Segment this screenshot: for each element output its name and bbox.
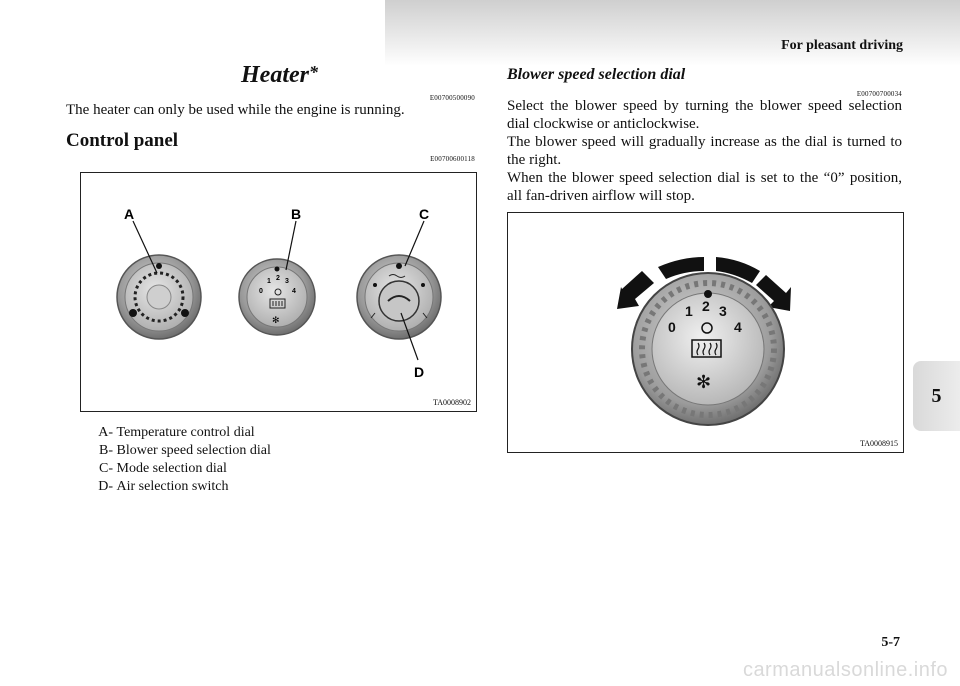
control-panel-code: E00700600118: [430, 155, 475, 163]
legend-text: Mode selection dial: [116, 461, 227, 476]
figure-label-c: C: [419, 206, 430, 222]
figure-label-d: D: [414, 364, 425, 380]
blower-paragraph-2: The blower speed will gradually increase as the dial is turned to the right.: [507, 134, 902, 168]
blower-code: E00700700034: [856, 90, 902, 98]
small-dial-num-0: 0: [259, 288, 263, 295]
legend-row: [88, 478, 271, 496]
small-dial-num-4: 4: [292, 288, 296, 295]
page-number: 5-7: [881, 635, 900, 650]
dial-number-4: 4: [734, 319, 742, 335]
blower-section-title: Blower speed selection dial: [507, 66, 686, 83]
figure-code-left: TA0008902: [432, 398, 471, 407]
dial-number-1: 1: [685, 303, 693, 319]
temperature-dial: [117, 255, 201, 339]
mode-dial: [357, 255, 441, 339]
figure-label-a: A: [124, 206, 135, 222]
figure-label-b: B: [291, 206, 302, 222]
small-dial-num-3: 3: [285, 278, 289, 285]
fan-icon: ✻: [696, 372, 712, 393]
legend-text: Air selection switch: [116, 479, 229, 494]
fan-icon: ✻: [272, 316, 280, 326]
running-header: For pleasant driving: [781, 38, 903, 53]
heater-code: E00700500090: [429, 94, 475, 102]
legend-key: D-: [98, 479, 113, 494]
control-panel-title: Control panel: [66, 130, 179, 151]
dial-number-3: 3: [719, 303, 727, 319]
watermark: carmanualsonline.info: [742, 659, 948, 681]
small-dial-num-1: 1: [267, 278, 271, 285]
heater-intro: The heater can only be used while the engine is running.: [66, 102, 405, 118]
blower-dial-illustration: [508, 213, 903, 452]
legend-key: B-: [99, 443, 113, 458]
blower-dial-figure: [507, 212, 904, 453]
heater-title-text: Heater: [241, 62, 309, 88]
legend-key: C-: [99, 461, 113, 476]
figure-legend: [88, 424, 271, 496]
control-panel-illustration: [81, 173, 476, 411]
small-dial-num-2: 2: [276, 275, 280, 282]
heater-star: *: [308, 62, 318, 82]
section-title-heater: [241, 62, 318, 89]
blower-paragraph-3: When the blower speed selection dial is set to the “0” position, all fan-driven airflow will stop.: [507, 170, 902, 204]
dial-number-0: 0: [668, 319, 676, 335]
control-panel-figure: [80, 172, 477, 412]
blower-dial-small: [239, 259, 315, 335]
dial-number-2: 2: [702, 298, 710, 314]
legend-text: Temperature control dial: [116, 425, 255, 440]
legend-text: Blower speed selection dial: [116, 443, 271, 458]
legend-key: A-: [98, 425, 113, 440]
blower-dial-large: [632, 273, 784, 425]
legend-row: [88, 424, 271, 442]
legend-row: [88, 460, 271, 478]
header-band: [385, 0, 960, 66]
chapter-tab: 5: [913, 361, 960, 431]
legend-row: [88, 442, 271, 460]
figure-code-right: TA0008915: [859, 439, 898, 448]
blower-paragraph-1: Select the blower speed by turning the blower speed selection dial clockwise or anticlockwise.: [507, 98, 902, 132]
